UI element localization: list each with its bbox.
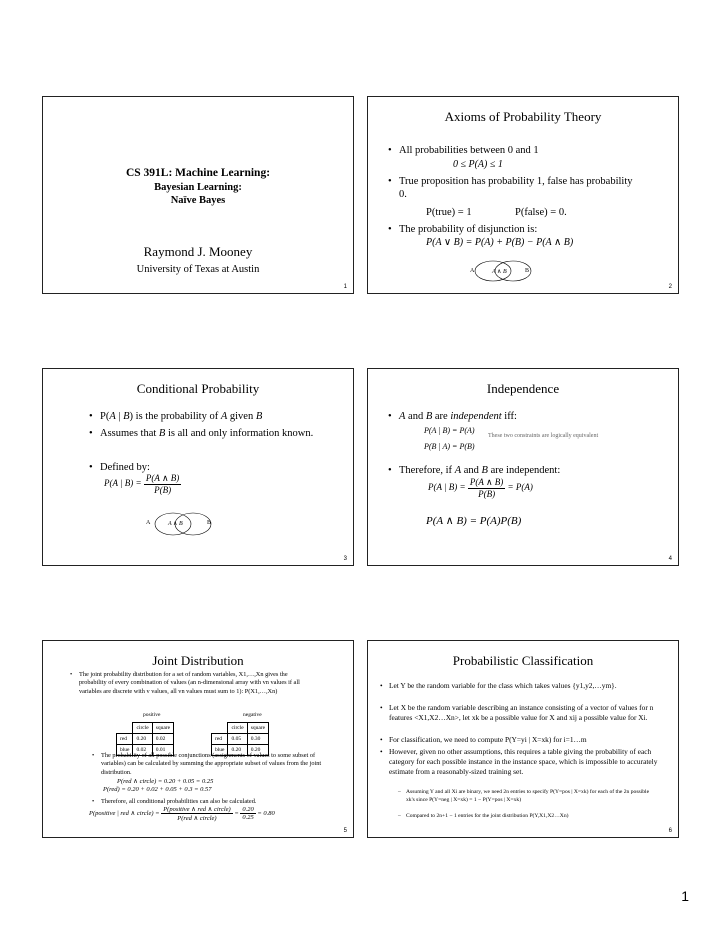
table-header-cell: circle bbox=[133, 723, 152, 734]
page-number: 1 bbox=[681, 888, 689, 904]
bullet: • P(A | B) is the probability of A given B bbox=[89, 411, 263, 422]
topic-line-2: Naïve Bayes bbox=[170, 195, 226, 206]
table-cell: 0.20 bbox=[133, 734, 152, 745]
slide-title: Axioms of Probability Theory bbox=[444, 109, 602, 124]
positive-header: positive bbox=[143, 712, 161, 718]
slide-title: Probabilistic Classification bbox=[452, 653, 594, 668]
slide-number: 2 bbox=[668, 284, 672, 290]
table-cell: blue bbox=[212, 745, 228, 756]
formula: P(A | B) = $\frac{P(A \wedge B)}{P(B)}$ = P(A) bbox=[428, 477, 533, 499]
joint-table-negative bbox=[211, 722, 269, 756]
formula: P(B | A) = P(B) bbox=[424, 442, 475, 451]
course-title: CS 391L: Machine Learning: bbox=[125, 167, 271, 179]
bullet: • For classification, we need to compute P(Y=yi | X=xk) for i=1…m bbox=[380, 735, 587, 744]
bullet: • True proposition has probability 1, false has probability 0. bbox=[388, 176, 633, 200]
slide-2 bbox=[367, 96, 679, 294]
bullet: • Assumes that B is all and only information known. bbox=[89, 428, 314, 439]
venn-label-b: B bbox=[207, 520, 212, 526]
table-header-cell bbox=[212, 723, 228, 734]
formula: 0 ≤ P(A) ≤ 1 bbox=[453, 159, 503, 170]
slide-number: 6 bbox=[668, 828, 672, 834]
table-cell: 0.05 bbox=[228, 734, 247, 745]
table-cell: red bbox=[117, 734, 133, 745]
table-cell: 0.20 bbox=[228, 745, 247, 756]
table-cell: 0.01 bbox=[152, 745, 173, 756]
table-row bbox=[212, 734, 269, 745]
venn-label-b: B bbox=[525, 268, 530, 274]
formula: P(red ∧ circle) = 0.20 + 0.05 = 0.25 bbox=[117, 778, 214, 785]
bullet: • The probability of all possible conjunctions (assignments of values to some subset of variables) can be calculated by summing the appropriate subset of values from the joint distribution. bbox=[92, 752, 322, 776]
bullet: • All probabilities between 0 and 1 bbox=[388, 145, 539, 156]
formula: P(true) = 1 bbox=[426, 207, 472, 218]
author: Raymond J. Mooney bbox=[143, 244, 253, 259]
formula: P(red) = 0.20 + 0.02 + 0.05 + 0.3 = 0.57 bbox=[103, 786, 212, 793]
venn-label-a: A bbox=[146, 520, 151, 526]
slide-3 bbox=[42, 368, 354, 566]
table-cell: 0.20 bbox=[247, 745, 268, 756]
bullet: • A and B are independent iff: bbox=[388, 411, 517, 422]
topic-line-1: Bayesian Learning: bbox=[154, 182, 242, 193]
formula: P(A ∨ B) = P(A) + P(B) − P(A ∧ B) bbox=[426, 237, 574, 248]
table-row bbox=[117, 734, 174, 745]
slide-title: Conditional Probability bbox=[136, 381, 260, 396]
formula: P(A ∧ B) = P(A)P(B) bbox=[426, 515, 522, 527]
table-cell: red bbox=[212, 734, 228, 745]
table-header-cell: square bbox=[152, 723, 173, 734]
bullet: • The probability of disjunction is: bbox=[388, 224, 538, 235]
bullet: • However, given no other assumptions, this requires a table giving the probability of each category for each possible instance in the instance space, which is impossible to accurately estimate from a reasonably-sized training set. bbox=[380, 747, 658, 777]
table-header-cell bbox=[117, 723, 133, 734]
venn-label-intersection: A ∧ B bbox=[492, 269, 507, 275]
bullet: • Therefore, if A and B are independent: bbox=[388, 465, 561, 476]
slide-number: 3 bbox=[343, 556, 347, 562]
venn-label-intersection: A ∧ B bbox=[168, 521, 183, 527]
bullet: • Let Y be the random variable for the class which takes values {y1,y2,…ym}. bbox=[380, 681, 617, 690]
formula: P(positive | red ∧ circle) = $\frac{\text{P(positive ∧ red ∧ circle)}}{\text{P(red ∧ circle)}}$ = $\frac{0.20}{0.25}$ = 0.80 bbox=[89, 806, 275, 822]
slide-1 bbox=[42, 96, 354, 294]
formula: P(A | B) = P(A) bbox=[424, 426, 475, 435]
bullet: • Let X be the random variable describing an instance consisting of a vector of values for n features <X1,X2…Xn>, let xk be a possible value for X and xij a possible value for Xi. bbox=[380, 703, 654, 723]
slide-title: Joint Distribution bbox=[152, 653, 244, 668]
bullet: • Therefore, all conditional probabilities can also be calculated. bbox=[92, 798, 257, 805]
slide-4 bbox=[367, 368, 679, 566]
table-cell: blue bbox=[117, 745, 133, 756]
table-header-cell: circle bbox=[228, 723, 247, 734]
sub-bullet: – Compared to 2n+1 − 1 entries for the joint distribution P(Y,X1,X2…Xn) bbox=[398, 813, 569, 819]
slide-title: Independence bbox=[486, 381, 560, 396]
table-cell: 0.02 bbox=[133, 745, 152, 756]
formula: P(A | B) = $\frac{P(A \wedge B)}{P(B)}$ bbox=[104, 473, 180, 495]
affiliation: University of Texas at Austin bbox=[136, 264, 260, 275]
table-cell: 0.02 bbox=[152, 734, 173, 745]
slide-number: 1 bbox=[343, 284, 347, 290]
slide-5 bbox=[42, 640, 354, 838]
venn-label-a: A bbox=[470, 268, 475, 274]
equivalence-note: These two constraints are logically equivalent bbox=[488, 433, 599, 439]
formula: P(false) = 0. bbox=[515, 207, 567, 218]
joint-table-positive bbox=[116, 722, 174, 756]
bullet: • Defined by: bbox=[89, 462, 150, 473]
table-header-cell: square bbox=[247, 723, 268, 734]
slide-number: 4 bbox=[668, 556, 672, 562]
table-cell: 0.30 bbox=[247, 734, 268, 745]
slide-number: 5 bbox=[343, 828, 347, 834]
bullet: • The joint probability distribution for a set of random variables, X1,…,Xn gives the probability of every combination of values (an n-dimensional array with vn values if all variables are discrete with v values, all vn values must sum to 1): P(X1,…,Xn) bbox=[70, 671, 300, 695]
negative-header: negative bbox=[243, 712, 262, 718]
slide-6 bbox=[367, 640, 679, 838]
sub-bullet: – Assuming Y and all Xi are binary, we need 2n entries to specify P(Y=pos | X=xk) for each of the 2n possible xk's since P(Y=neg | X=xk) = 1 − P(Y=pos | X=xk) bbox=[398, 789, 650, 803]
